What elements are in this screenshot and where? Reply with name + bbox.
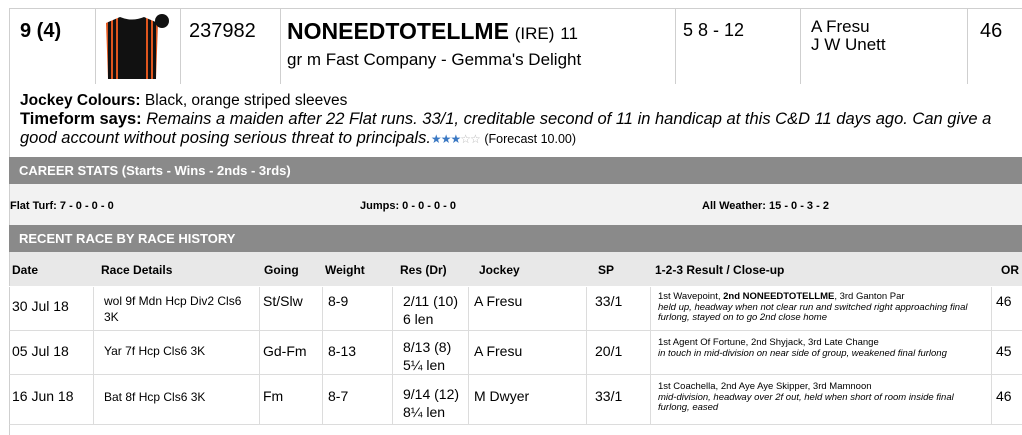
runner-summary-row (9, 8, 1022, 85)
jumps-stats: Jumps: 0 - 0 - 0 - 0 (360, 200, 456, 212)
col-date[interactable]: Date (12, 263, 39, 277)
star-rating (431, 132, 480, 146)
forecast-price: (Forecast 10.00) (484, 132, 577, 146)
race-date: 30 Jul 18 (12, 298, 69, 314)
horse-name-cell (281, 9, 676, 84)
jockey-colours-value: Black, orange striped sleeves (144, 92, 348, 109)
trainer-name[interactable]: J W Unett (811, 35, 886, 54)
race-details[interactable]: wol 9f Mdn Hcp Div2 Cls6 3K (104, 294, 242, 324)
horse-name[interactable]: NONEEDTOTELLME (287, 18, 509, 44)
table-footer-spacer (9, 425, 1022, 435)
jockey-trainer-cell (801, 9, 968, 84)
race-or: 46 (996, 293, 1012, 309)
race-date: 16 Jun 18 (12, 388, 74, 404)
race-weight: 8-9 (328, 293, 349, 309)
horse-age: 11 (560, 24, 578, 43)
jockey-silks-icon (96, 9, 181, 84)
race-history-header: RECENT RACE BY RACE HISTORY (9, 225, 1022, 252)
star-icon: ★ (430, 132, 441, 146)
col-result-draw[interactable]: Res (Dr) (400, 263, 447, 277)
race-weight: 8-13 (328, 343, 357, 359)
col-result-closeup[interactable]: 1-2-3 Result / Close-up (655, 263, 785, 277)
race-going: St/Slw (263, 293, 303, 309)
flat-turf-stats: Flat Turf: 7 - 0 - 0 - 0 (10, 200, 114, 212)
race-details[interactable]: Yar 7f Hcp Cls6 3K (104, 344, 206, 358)
star-icon: ★ (450, 132, 461, 146)
star-empty-icon: ☆ (469, 132, 480, 146)
race-sp: 33/1 (595, 293, 623, 309)
race-jockey[interactable]: A Fresu (474, 293, 523, 309)
race-result: 2/11 (10) 6 len (403, 293, 458, 327)
race-going: Fm (263, 388, 284, 404)
horse-breeding: gr m Fast Company - Gemma's Delight (287, 50, 582, 69)
career-stats-header: CAREER STATS (Starts - Wins - 2nds - 3rds) (9, 157, 1022, 184)
table-row (9, 287, 1022, 331)
career-stats-row (9, 184, 1022, 225)
col-sp[interactable]: SP (598, 263, 615, 277)
comment-block (9, 84, 1022, 157)
age-weight: 5 8 - 12 (676, 9, 801, 84)
race-weight: 8-7 (328, 388, 349, 404)
race-date: 05 Jul 18 (12, 343, 69, 359)
all-weather-stats: All Weather: 15 - 0 - 3 - 2 (702, 200, 829, 212)
timeform-comment: Remains a maiden after 22 Flat runs. 33/1, creditable second of 11 in handicap at this C&D 11 days ago. Can give a good account without posing serious threat to principals. (20, 110, 992, 147)
runner-number: 9 (4) (10, 9, 96, 84)
silks-cell (96, 9, 181, 84)
col-race-details[interactable]: Race Details (101, 263, 173, 277)
race-jockey[interactable]: A Fresu (474, 343, 523, 359)
race-or: 45 (996, 343, 1012, 359)
race-details[interactable]: Bat 8f Hcp Cls6 3K (104, 390, 206, 404)
result-closeup: 1st Agent Of Fortune, 2nd Shyjack, 3rd Late Change in touch in mid-division on near side of group, weakened final furlong (658, 337, 947, 359)
race-going: Gd-Fm (263, 343, 307, 359)
result-closeup: 1st Coachella, 2nd Aye Aye Skipper, 3rd Mamnoon mid-division, headway over 2f out, held when short of room inside final furlong, eased (658, 381, 954, 413)
timeform-label: Timeform says: (20, 110, 142, 128)
race-result: 8/13 (8) 5¼ len (403, 339, 452, 373)
race-jockey[interactable]: M Dwyer (474, 388, 530, 404)
horse-country: (IRE) (514, 24, 555, 43)
col-going[interactable]: Going (264, 263, 299, 277)
star-icon: ★ (440, 132, 451, 146)
jockey-name[interactable]: A Fresu (811, 17, 870, 36)
race-or: 46 (996, 388, 1012, 404)
result-closeup: 1st Wavepoint, 2nd NONEEDTOTELLME, 3rd Ganton Par held up, headway when not clear run and switched right approaching final furlong, stayed on to go 2nd close home (658, 291, 968, 323)
col-or[interactable]: OR (1001, 263, 1019, 277)
col-jockey[interactable]: Jockey (479, 263, 520, 277)
official-rating: 46 (980, 20, 1003, 42)
star-empty-icon: ☆ (460, 132, 470, 146)
table-row (9, 375, 1022, 425)
race-sp: 20/1 (595, 343, 623, 359)
jockey-colours-label: Jockey Colours: (20, 92, 141, 109)
table-row (9, 331, 1022, 375)
history-table-header (9, 252, 1022, 286)
col-weight[interactable]: Weight (325, 263, 365, 277)
horse-id: 237982 (181, 9, 281, 84)
race-sp: 33/1 (595, 388, 623, 404)
race-result: 9/14 (12) 8¼ len (403, 386, 460, 420)
